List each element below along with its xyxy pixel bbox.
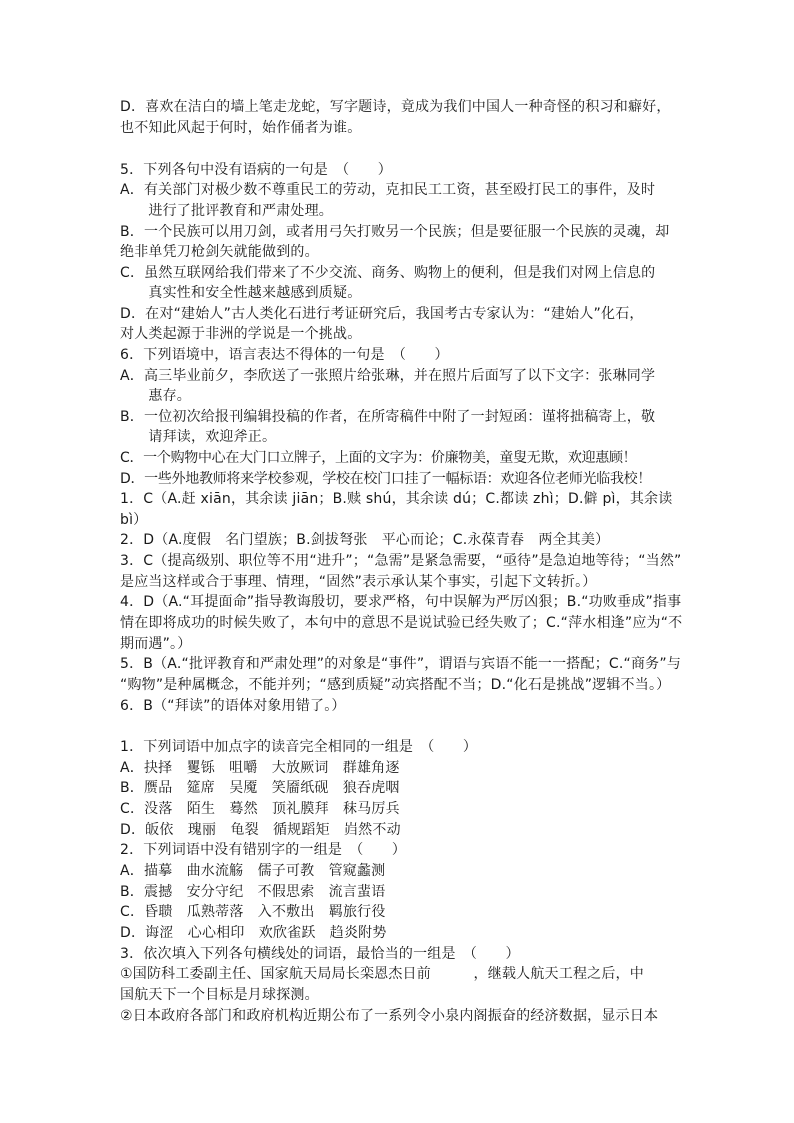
text-line: ②日本政府各部门和政府机构近期公布了一系列令小泉内阁振奋的经济数据，显示日本 bbox=[120, 1008, 659, 1024]
option-a: A．高三毕业前夕，李欣送了一张照片给张琳，并在照片后面写了以下文字：张琳同学 bbox=[120, 368, 656, 384]
question-1: 1．下列词语中加点字的读音完全相同的一组是 （ ） bbox=[120, 739, 478, 755]
text-line: 请拜读，欢迎斧正。 bbox=[120, 429, 277, 445]
option-c: C．没落 陌生 蓦然 顶礼膜拜 秣马厉兵 bbox=[120, 801, 400, 817]
answer-6: 6．B（“拜读”的语体对象用错了。） bbox=[120, 698, 346, 714]
text-line: 也不知此风起于何时，始作俑者为谁。 bbox=[120, 120, 362, 136]
option-a: A．描摹 曲水流觞 儒子可教 管窥蠡测 bbox=[120, 863, 386, 879]
answer-4: 4．D（A.“耳提面命”指导教诲殷切，要求严格，句中误解为严厉凶狠；B.“功败垂成”指事 bbox=[120, 594, 682, 610]
answer-2: 2．D（A.度假 名门望族；B.剑拔弩张 平心而论；C.永葆青春 两全其美） bbox=[120, 532, 610, 548]
text-line: 期而遇”。） bbox=[120, 636, 192, 652]
text-line: 真实性和安全性越来越感到质疑。 bbox=[120, 285, 362, 301]
option-b: B．一个民族可以用刀剑，或者用弓矢打败另一个民族；但是要征服一个民族的灵魂，却 bbox=[120, 224, 670, 240]
text-line: “购物”是种属概念，不能并列；“感到质疑”动宾搭配不当；D.“化石是挑战”逻辑不当。） bbox=[120, 677, 671, 693]
answer-1: 1．C（A.赶 xiān，其余读 jiān；B.赎 shú，其余读 dú；C.都读 zhì；D.僻 pì，其余读 bbox=[120, 491, 673, 507]
option-a: A．有关部门对极少数不尊重民工的劳动，克扣民工工资，甚至殴打民工的事件，及时 bbox=[120, 182, 656, 198]
option-b: B．震撼 安分守纪 不假思索 流言蜚语 bbox=[120, 884, 386, 900]
question-6: 6．下列语境中，语言表达不得体的一句是 （ ） bbox=[120, 347, 449, 363]
option-b: B．赝品 筵席 吴魇 笑靥纸砚 狼吞虎咽 bbox=[120, 780, 400, 796]
option-c: C．虽然互联网给我们带来了不少交流、商务、购物上的便利，但是我们对网上信息的 bbox=[120, 265, 656, 281]
answer-3: 3．C（提高级别、职位等不用“进升”；“急需”是紧急需要，“亟待”是急迫地等待；“当然” bbox=[120, 553, 682, 569]
text-line: 绝非单凭刀枪剑矢就能做到的。 bbox=[120, 244, 319, 260]
option-b: B．一位初次给报刊编辑投稿的作者，在所寄稿件中附了一封短函：谨将拙稿寄上，敬 bbox=[120, 409, 656, 425]
option-c: C．昏聩 瓜熟蒂落 入不敷出 羁旅行役 bbox=[120, 904, 386, 920]
text-line: 国航天下一个目标是月球探测。 bbox=[120, 987, 319, 1003]
question-5: 5．下列各句中没有语病的一句是 （ ） bbox=[120, 162, 392, 178]
question-3: 3．依次填入下列各句横线处的词语，最恰当的一组是 （ ） bbox=[120, 946, 520, 962]
text-line: bì） bbox=[120, 512, 148, 528]
text-line: ①国防科工委副主任、国家航天局局长栾恩杰日前 ，继载人航天工程之后，中 bbox=[120, 966, 644, 982]
text-line: 情在即将成功的时候失败了，本句中的意思不是说试验已经失败了；C.“萍水相逢”应为“不 bbox=[120, 615, 683, 631]
text-line: D．喜欢在洁白的墙上笔走龙蛇，写字题诗，竟成为我们中国人一种奇怪的积习和癖好， bbox=[120, 99, 671, 115]
option-d: D．皈依 瑰丽 龟裂 循规蹈矩 岿然不动 bbox=[120, 822, 401, 838]
option-c: C．一个购物中心在大门口立牌子，上面的文字为：价廉物美，童叟无欺，欢迎惠顾！ bbox=[120, 450, 637, 466]
text-line: 惠存。 bbox=[120, 388, 191, 404]
option-d: D．诲涩 心心相印 欢欣雀跃 趋炎附势 bbox=[120, 925, 387, 941]
option-d: D．一些外地教师将来学校参观，学校在校门口挂了一幅标语：欢迎各位老师光临我校！ bbox=[120, 471, 652, 487]
question-2: 2．下列词语中没有错别字的一组是 （ ） bbox=[120, 842, 407, 858]
answer-5: 5．B（A.“批评教育和严肃处理”的对象是“事件”，谓语与宾语不能一一搭配；C.“商务”与 bbox=[120, 656, 682, 672]
text-line: 是应当这样或合于事理、情理，“固然”表示承认某个事实，引起下文转折。） bbox=[120, 574, 597, 590]
option-a: A．抉择 矍铄 咀嚼 大放厥词 群雄角逐 bbox=[120, 760, 400, 776]
option-d: D．在对“建始人”古人类化石进行考证研究后，我国考古专家认为：“建始人”化石， bbox=[120, 306, 644, 322]
text-line: 对人类起源于非洲的学说是一个挑战。 bbox=[120, 326, 362, 342]
text-line: 进行了批评教育和严肃处理。 bbox=[120, 203, 333, 219]
